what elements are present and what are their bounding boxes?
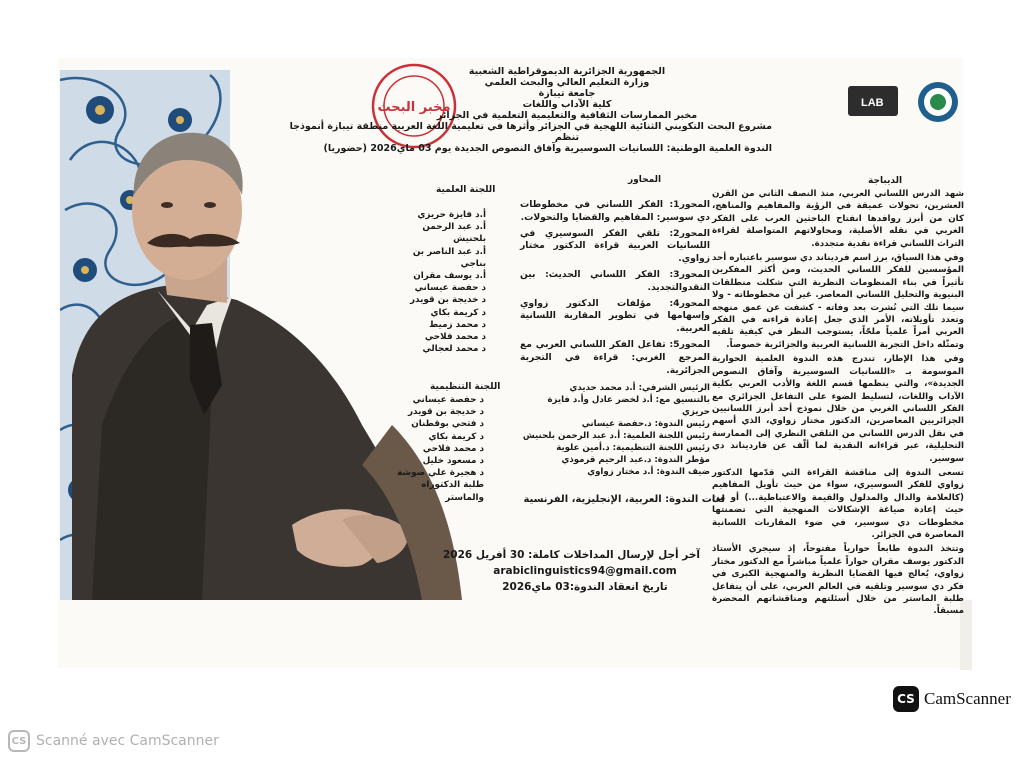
header-line: مخبر الممارسات الثقافية والتعليمية التعلمية في الجزائر <box>436 110 698 121</box>
presentation-paragraph: تسعى الندوة إلى مناقشة القراءة التي قدّمها الدكتور زواوي للفكر السوسيري، سواء من حيث تأويل المفاهيم (كالعلامة والدال والمدلول والقيمة والاعتباطية...) أو من حيث إعادة صياغة الإشكالات المنهجية التي تضمنتها مخطوطات دي سوسير، في ضوء المقاربات اللسانية المعاصرة في الجزائر. <box>712 467 964 540</box>
officer-line: مؤطر الندوة: د.عبد الرحيم قرموذي <box>561 455 710 465</box>
header-line: الندوة العلمية الوطنية: اللسانيات السوسيرية وآفاق النصوص الجديدة يوم 03 ماي2026 (حضوريا) <box>323 143 772 154</box>
symposium-languages: لغات الندوة: العربية، الإنجليزية، الفرنسية <box>523 494 725 505</box>
officers-list <box>520 382 710 478</box>
presentation-paragraph: شهد الدرس اللساني العربي، منذ النصف الثاني من القرن العشرين، تحولات عميقة في الرؤية والمفاهيم والمناهج، كان من أبرز روافدها انفتاح الباحثين العرب على الفكر الغربي في نقله الأصلية، ومحاولاتهم المتواصلة لقراءة التراث اللساني قراءة نقدية متجددة. <box>712 189 964 249</box>
presentation-paragraph: وفي هذا الإطار، تندرج هذه الندوة العلمية الحوارية الموسومة بـ «اللسانيات السوسيرية وآفاق النصوص الجديدة»، والتي ينظمها قسم اللغة والأدب العربي بكلية الآداب واللغات، لتسليط الضوء على التفاعل الجزائري مع الفكر اللساني الغربي من خلال نموذج أحد أبرز اللسانيين الجزائريين المعاصرين، الدكتور مختار زواوي، الذي أسهم في نقل الدرس اللساني من التلقي النظري إلى الممارسة التحليلية، عبر قراءاته النقدية لما ألّف عن فارديناند دي سوسير. <box>712 354 964 464</box>
scanned-with-label: Scanné avec CamScanner <box>36 733 219 749</box>
presentation-text <box>712 188 964 620</box>
committee-member: د خديجة بن قويدر <box>409 295 486 306</box>
presentation-title: الديباجة <box>868 176 903 186</box>
portrait-photo <box>62 125 462 600</box>
axis-item: المحور1: الفكر اللساني في مخطوطات دي سوسير: المفاهيم والقضايا والتحولات. <box>520 199 710 223</box>
committee-member: د هجيرة علي صوشة <box>397 468 484 479</box>
logos-group <box>848 80 958 124</box>
committee-member: د حفصة عيساني <box>414 283 486 294</box>
poster-header <box>289 66 772 154</box>
committee-member: أ.د عبد الناصر بن بناجي <box>412 246 486 269</box>
organizing-committee-list <box>384 394 484 504</box>
committee-member: د كريمة بكاي <box>430 307 486 318</box>
axis-item: المحور4: مؤلفات الدكتور زواوي وإسهامها في تطوير المقاربة اللسانية العربية. <box>520 297 710 335</box>
submission-deadline: آخر أجل لإرسال المداخلات كاملة: 30 أفريل 2026 <box>443 549 700 561</box>
presentation-paragraph: وتتخذ الندوة طابعاً حوارياً مفتوحاً، إذ سيجري الأستاذ الدكتور يوسف مقران حواراً علمياً مباشراً مع الدكتور مختار زواوي، يُعالج فيها القضايا النظرية والمنهجية الكبرى في فكر دي سوسير وتلقيه في العالم العربي، على أن يتفاعل طلبة الماستر من خلال أسئلتهم ومناقشاتهم المحضرة مسبقاً. <box>712 544 964 617</box>
axes-list <box>520 199 710 380</box>
committee-member: أ.د عبد الرحمن بلحنيش <box>422 222 486 245</box>
camscanner-logo-icon: CS <box>893 686 919 712</box>
committee-member: أ.د فايزة حريزي <box>417 210 486 220</box>
stamp-text: مخبر البحث <box>377 100 451 115</box>
committee-member: د محمد فلاحي <box>424 332 486 343</box>
committee-member: أ.د يوسف مقران <box>413 271 486 282</box>
header-line: جامعة تيبازة <box>538 88 596 99</box>
committee-member: د محمد فلاحي <box>422 443 484 454</box>
committee-member: د محمد زميط <box>429 319 486 330</box>
axis-item: المحور3: الفكر اللساني الحديث: بين النقدوالتجديد. <box>520 268 710 293</box>
symposium-date: تاريخ انعقاد الندوة:03 ماي2026 <box>502 581 668 593</box>
committee-member: د محمد لعجالي <box>422 344 486 355</box>
committee-member: د حفصة عيساني <box>412 395 484 405</box>
committee-member: د مسعود خليل <box>422 456 484 467</box>
committee-member: طلبة الدكتوراه والماستر <box>421 480 484 503</box>
contact-email: arabiclinguistics94@gmail.com <box>493 565 677 577</box>
officer-line: الرئيس الشرفي: أ.د محمد حديدي <box>569 383 710 393</box>
officer-line: ضيف الندوة: أ.د مختار زواوي <box>587 467 710 477</box>
committee-member: د فتحي بوقطنان <box>411 419 484 430</box>
scientific-committee-title: اللجنة العلمية <box>436 185 496 195</box>
header-line: كلية الآداب واللغات <box>522 99 612 110</box>
camscanner-logo-icon: CS <box>8 730 30 752</box>
presentation-paragraph: وفي هذا السياق، برز اسم فرديناند دي سوسير باعتباره أحد المؤسسين للفكر اللساني الحديث، ومن أكثر المفكرين تأثيراً في بناء المنظومات النظرية التي شكلت منطلقات البنيوية والتحليل اللساني المعاصر. غير أن مخطوطاته - ولا سيما تلك التي نُشرت بعد وفاته - كشفت عن عمق منهجه وتعدد تأويلاته، الأمر الذي جعل إعادة قراءته في الفكر العربي أمراً علمياً ملحّاً، يستوجب النظر في كيفية تلقيه وتمثّله داخل التجربة اللسانية العربية والجزائرية خصوصاً. <box>712 253 964 350</box>
officer-line: بالتنسيق مع: أ.د لخضر عادل وأ.د فايزة حريزي <box>547 395 710 417</box>
camscanner-footer-watermark <box>8 730 219 752</box>
header-line: تنظم <box>554 132 580 143</box>
header-line: الجمهورية الجزائرية الديموقراطية الشعبية <box>468 66 666 77</box>
camscanner-watermark <box>893 686 1011 712</box>
scientific-committee-list <box>388 209 486 355</box>
officer-line: رئيس اللجنة العلمية: أ.د عبد الرحمن بلحنيش <box>522 431 710 441</box>
camscanner-label: CamScanner <box>924 689 1011 708</box>
axis-item: المحور2: تلقي الفكر السوسيري في اللسانيات العربية قراءة الدكتور مختار زواوي. <box>520 227 710 265</box>
axis-item: المحور5: تفاعل الفكر اللساني العربي مع المرجع الغربي: قراءة في التجربة الجزائرية. <box>520 338 710 376</box>
header-line: مشروع البحث التكويني الثنائية اللهجية في الجزائر وأثرها في تعليمية اللغة العربية منطقة تيبازة أنموذجا <box>289 121 772 132</box>
header-line: وزارة التعليم العالي والبحث العلمي <box>484 77 650 88</box>
organizing-committee-title: اللجنة التنظيمية <box>430 382 501 392</box>
committee-member: د خديجة بن قويدر <box>407 407 484 418</box>
committee-member: د كريمة بكاي <box>428 431 484 442</box>
poster-footer <box>443 547 700 595</box>
officer-line: رئيس الندوة: د.حفصة عيساني <box>581 419 710 429</box>
axes-title: المحاور <box>628 175 662 185</box>
lab-logo-text: LAB <box>861 97 884 109</box>
officer-line: رئيس اللجنة التنظيمية: د.أمين علوية <box>556 443 710 453</box>
